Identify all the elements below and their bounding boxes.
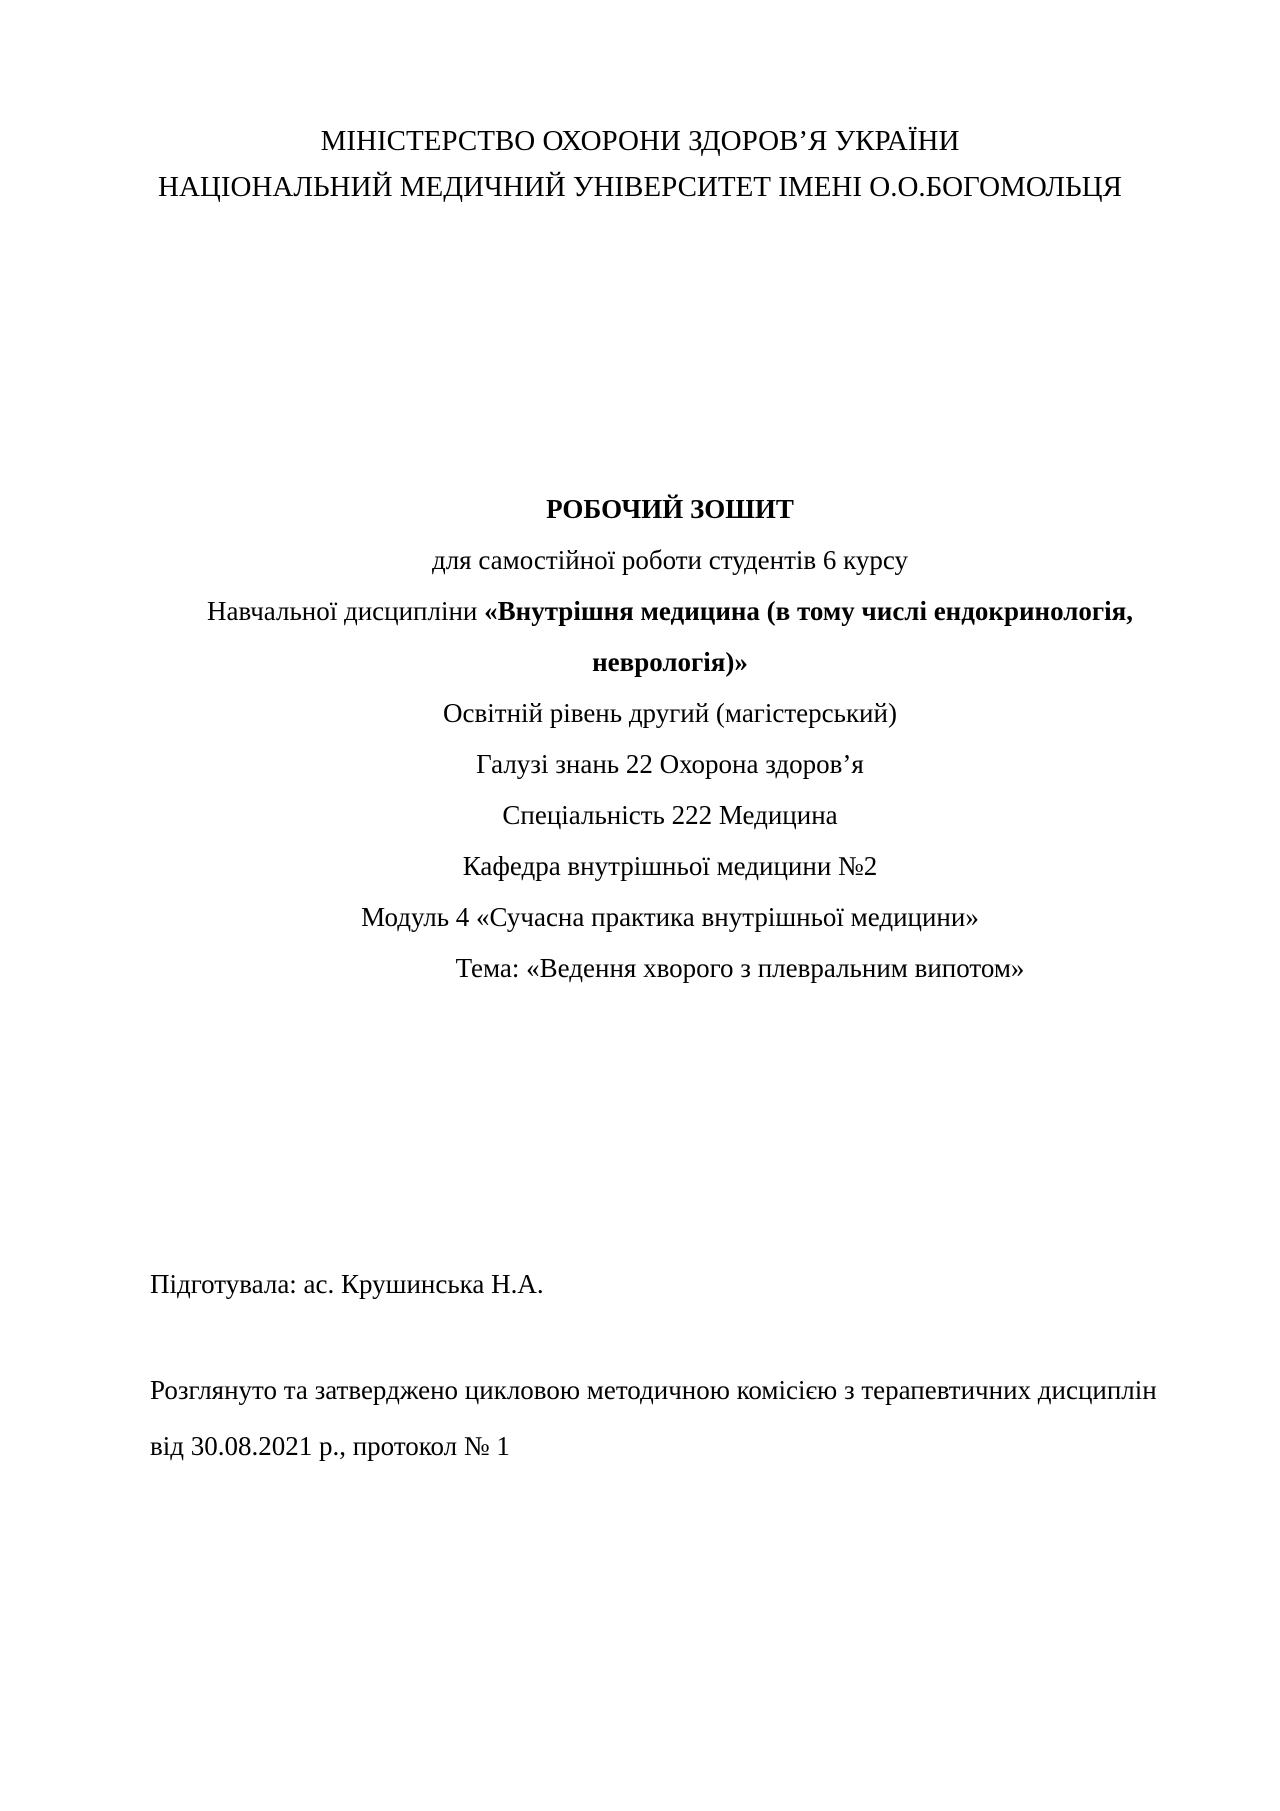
discipline-line [150,586,1190,688]
specialty: Спеціальність 222 Медицина [502,800,838,830]
discipline-name: «Внутрішня медицина (в тому числі ендокринологія, неврологія)» [484,596,1133,677]
approval-note: Розглянуто та затверджено цикловою методичною комісією з терапевтичних дисциплін від 30.08.2021 р., протокол № 1 [150,1375,1157,1461]
university-name: НАЦІОНАЛЬНИЙ МЕДИЧНИЙ УНІВЕРСИТЕТ ІМЕНІ О.О.БОГОМОЛЬЦЯ [158,171,1122,203]
department: Кафедра внутрішньої медицини №2 [462,851,878,881]
document-subtitle: для самостійної роботи студентів 6 курсу [431,545,909,575]
field-of-knowledge: Галузі знань 22 Охорона здоров’я [476,749,864,779]
topic: Тема: «Ведення хворого з плевральним випотом» [455,953,1025,983]
document-title: РОБОЧИЙ ЗОШИТ [546,494,794,524]
discipline-prefix: Навчальної дисципліни [207,596,485,626]
document-header [0,118,1280,210]
prepared-by: Підготувала: ас. Крушинська Н.А. [150,1269,544,1299]
ministry-name: МІНІСТЕРСТВО ОХОРОНИ ЗДОРОВ’Я УКРАЇНИ [320,125,960,157]
education-level: Освітній рівень другий (магістерський) [443,698,897,728]
module: Модуль 4 «Сучасна практика внутрішньої медицини» [361,902,979,932]
title-block [150,484,1190,994]
